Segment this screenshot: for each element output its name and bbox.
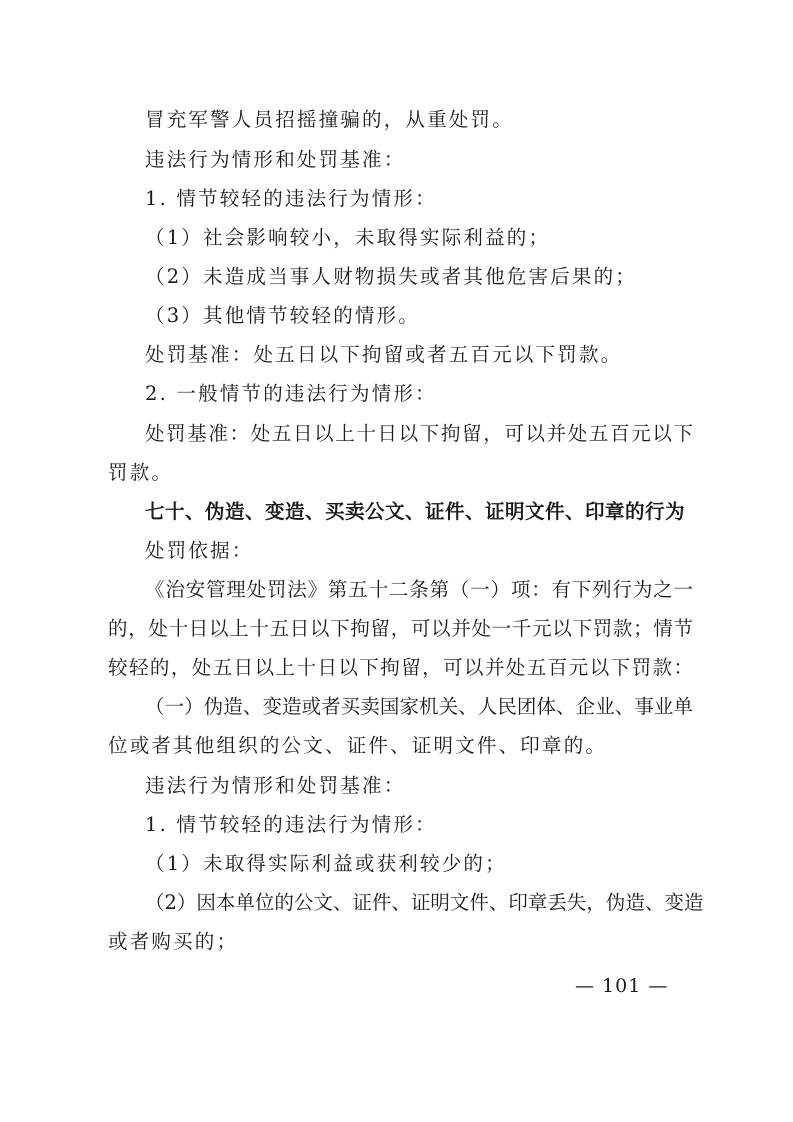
text-line-4: （1）社会影响较小，未取得实际利益的； [145, 226, 551, 249]
text-line-1: 冒充军警人员招摇撞骗的，从重处罚。 [145, 108, 514, 131]
text-line-10: 罚款。 [108, 461, 174, 484]
text-line-9: 处罚基准：处五日以上十日以下拘留，可以并处五百元以下 [145, 422, 693, 445]
section-heading: 七十、伪造、变造、买卖公文、证件、证明文件、印章的行为 [145, 500, 686, 523]
text-line-8: 2. 一般情节的违法行为情形： [145, 382, 437, 405]
text-line-12: 处罚依据： [145, 539, 254, 562]
text-line-22: 或者购买的； [108, 930, 239, 953]
text-line-18: 违法行为情形和处罚基准： [145, 774, 406, 797]
text-line-21: （2）因本单位的公文、证件、证明文件、印章丢失，伪造、变造 [145, 891, 704, 914]
text-line-2: 违法行为情形和处罚基准： [145, 148, 406, 171]
text-line-3: 1. 情节较轻的违法行为情形： [145, 187, 437, 210]
text-line-20: （1）未取得实际利益或获利较少的； [145, 852, 507, 875]
text-line-19: 1. 情节较轻的违法行为情形： [145, 813, 437, 836]
text-line-16: （一）伪造、变造或者买卖国家机关、人民团体、企业、事业单 [145, 695, 693, 718]
page-number: — 101 — [575, 975, 669, 997]
text-line-14: 的，处十日以上十五日以下拘留，可以并处一千元以下罚款；情节 [108, 617, 693, 640]
text-line-5: （2）未造成当事人财物损失或者其他危害后果的； [145, 265, 638, 288]
text-line-17: 位或者其他组织的公文、证件、证明文件、印章的。 [108, 734, 608, 757]
text-line-13: 《治安管理处罚法》第五十二条第（一）项：有下列行为之一 [145, 578, 693, 601]
text-line-15: 较轻的，处五日以上十日以下拘留，可以并处五百元以下罚款： [108, 656, 693, 679]
text-line-7: 处罚基准：处五日以下拘留或者五百元以下罚款。 [145, 343, 623, 366]
text-line-6: （3）其他情节较轻的情形。 [145, 304, 421, 327]
